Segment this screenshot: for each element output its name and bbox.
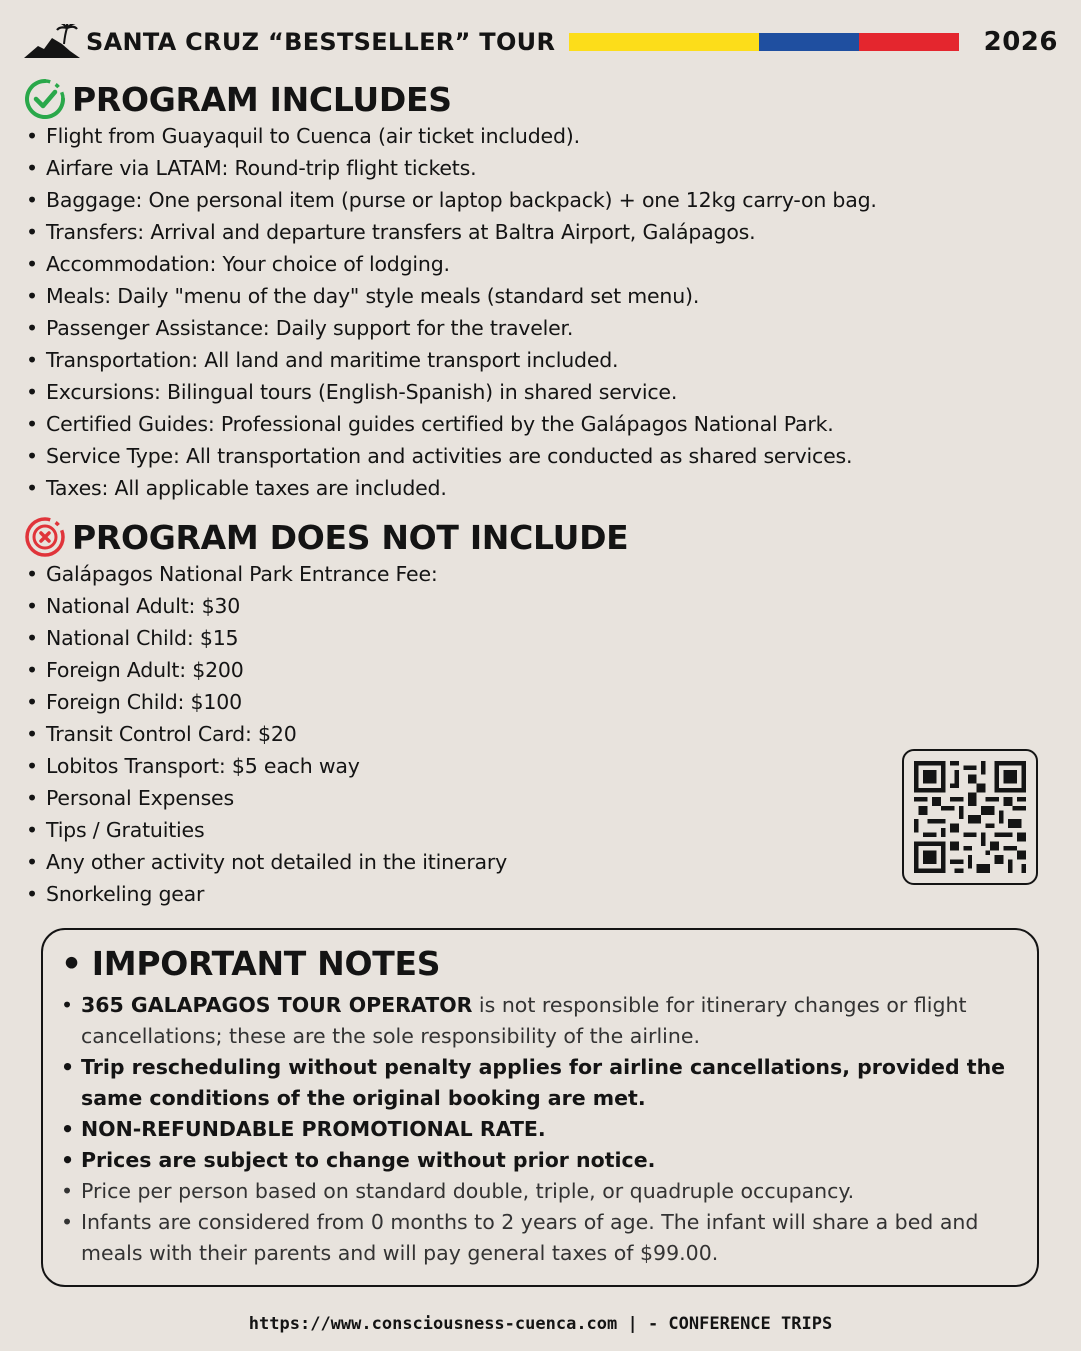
list-item: • Personal Expenses — [26, 782, 507, 814]
note-item: • Prices are subject to change without prior notice. — [61, 1145, 1011, 1176]
island-palm-logo-icon — [24, 24, 80, 60]
note-item: • Infants are considered from 0 months to 2 years of age. The infant will share a bed and meals with their parents and will pay general taxes of $99.00. — [61, 1207, 1011, 1269]
notes-list — [61, 990, 1011, 1269]
list-item: • Taxes: All applicable taxes are included. — [26, 472, 877, 504]
tour-title: SANTA CRUZ “BESTSELLER” TOUR — [86, 28, 556, 56]
header — [24, 22, 1058, 62]
list-item: • Any other activity not detailed in the itinerary — [26, 846, 507, 878]
excludes-list — [26, 558, 507, 910]
operator-name: 365 GALAPAGOS TOUR OPERATOR — [81, 993, 473, 1017]
flag-yellow — [569, 33, 759, 51]
check-circle-icon — [24, 78, 66, 120]
list-item: • Snorkeling gear — [26, 878, 507, 910]
list-item: • Foreign Adult: $200 — [26, 654, 507, 686]
list-item: • Lobitos Transport: $5 each way — [26, 750, 507, 782]
list-item: • Airfare via LATAM: Round-trip flight tickets. — [26, 152, 877, 184]
list-item: • Service Type: All transportation and activities are conducted as shared services. — [26, 440, 877, 472]
note-item: • Price per person based on standard double, triple, or quadruple occupancy. — [61, 1176, 1011, 1207]
tour-year: 2026 — [983, 27, 1058, 57]
flag-blue — [759, 33, 859, 51]
important-notes-box — [41, 928, 1039, 1287]
list-item: • National Child: $15 — [26, 622, 507, 654]
list-item: • National Adult: $30 — [26, 590, 507, 622]
list-item: • Tips / Gratuities — [26, 814, 507, 846]
footer-link[interactable]: https://www.consciousness-cuenca.com | - CONFERENCE TRIPS — [248, 1314, 833, 1334]
list-item: • Transit Control Card: $20 — [26, 718, 507, 750]
qr-code[interactable] — [902, 749, 1038, 885]
includes-heading — [24, 78, 452, 120]
notes-title: • IMPORTANT NOTES — [61, 944, 440, 983]
ecuador-flag-stripe — [569, 33, 959, 51]
qr-code-icon — [914, 761, 1026, 873]
x-circle-icon — [24, 516, 66, 558]
list-item: • Foreign Child: $100 — [26, 686, 507, 718]
note-item: • NON-REFUNDABLE PROMOTIONAL RATE. — [61, 1114, 1011, 1145]
list-item: • Galápagos National Park Entrance Fee: — [26, 558, 507, 590]
excludes-heading — [24, 516, 628, 558]
list-item: • Transportation: All land and maritime transport included. — [26, 344, 877, 376]
includes-list — [26, 120, 877, 504]
list-item: • Excursions: Bilingual tours (English-Spanish) in shared service. — [26, 376, 877, 408]
list-item: • Passenger Assistance: Daily support for the traveler. — [26, 312, 877, 344]
excludes-title: PROGRAM DOES NOT INCLUDE — [72, 517, 629, 557]
note-text: is not responsible for itinerary changes or flight cancellations; these are the sole responsibility of the airline. — [81, 993, 967, 1048]
note-item: • Trip rescheduling without penalty applies for airline cancellations, provided the same conditions of the original booking are met. — [61, 1052, 1011, 1114]
note-item — [61, 990, 1011, 1052]
list-item: • Meals: Daily "menu of the day" style meals (standard set menu). — [26, 280, 877, 312]
list-item: • Baggage: One personal item (purse or laptop backpack) + one 12kg carry-on bag. — [26, 184, 877, 216]
includes-title: PROGRAM INCLUDES — [72, 79, 452, 119]
list-item: • Accommodation: Your choice of lodging. — [26, 248, 877, 280]
list-item: • Flight from Guayaquil to Cuenca (air ticket included). — [26, 120, 877, 152]
flag-red — [859, 33, 959, 51]
list-item: • Certified Guides: Professional guides certified by the Galápagos National Park. — [26, 408, 877, 440]
list-item: • Transfers: Arrival and departure transfers at Baltra Airport, Galápagos. — [26, 216, 877, 248]
